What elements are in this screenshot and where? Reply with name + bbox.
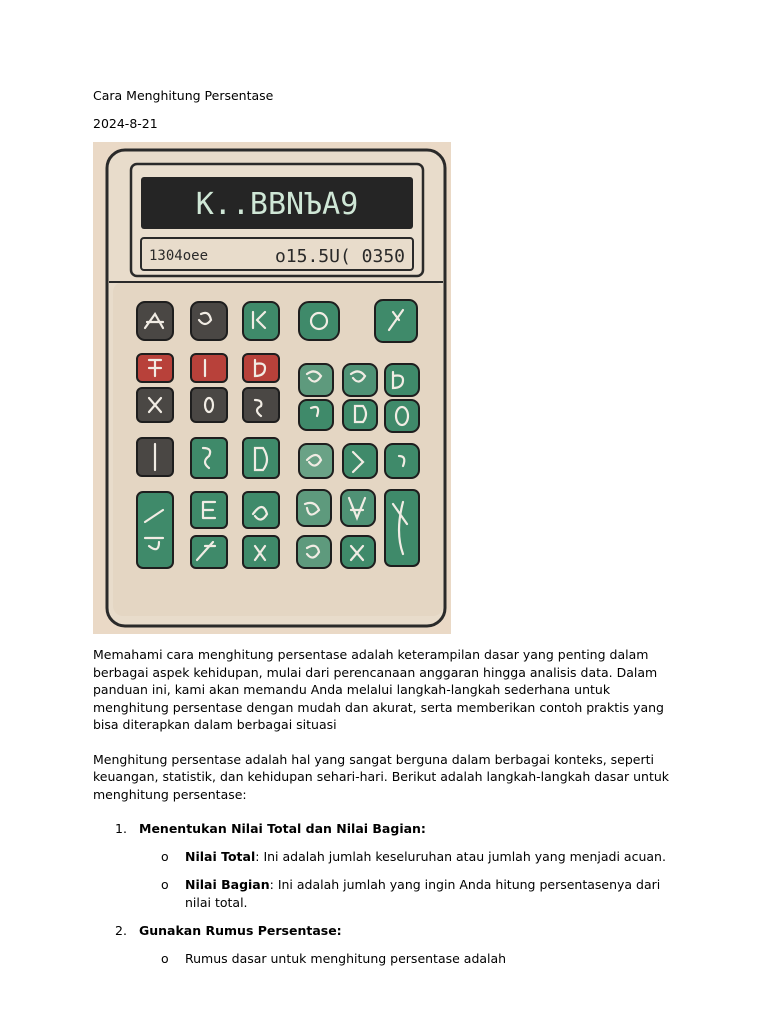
steps-list	[93, 820, 683, 968]
intro-paragraph: Memahami cara menghitung persentase adalah keterampilan dasar yang penting dalam berbagai aspek kehidupan, mulai dari perencanaan anggaran hingga analisis data. Dalam panduan ini, kami akan memandu Anda melalui langkah-langkah sederhana untuk menghitung persentase dengan mudah dan akurat, serta memberikan contoh praktis yang bisa diterapkan dalam berbagai situasi	[93, 647, 664, 732]
document-page	[93, 86, 683, 978]
calculator-illustration	[93, 142, 451, 634]
document-title: Cara Menghitung Persentase	[93, 88, 274, 103]
step-title: Gunakan Rumus Persentase:	[139, 923, 342, 938]
term-description: : Ini adalah jumlah yang ingin Anda hitung persentasenya dari nilai total.	[185, 877, 661, 910]
list-item	[139, 848, 683, 866]
document-date: 2024-8-21	[93, 116, 158, 131]
term-label: Nilai Total	[185, 849, 256, 864]
display-main-text: K..BBNЪA9	[195, 187, 359, 222]
sub-list	[139, 950, 683, 968]
step-title: Menentukan Nilai Total dan Nilai Bagian:	[139, 821, 426, 836]
second-paragraph: Menghitung persentase adalah hal yang sangat berguna dalam berbagai konteks, seperti keuangan, statistik, dan kehidupan sehari-hari. Berikut adalah langkah-langkah dasar untuk menghitung persentase:	[93, 751, 670, 802]
list-item	[139, 876, 683, 912]
bullet-marker: o	[161, 951, 169, 966]
step-item	[93, 922, 683, 968]
term-description: : Ini adalah jumlah keseluruhan atau jumlah yang menjadi acuan.	[255, 849, 666, 864]
display-left-text: 1304oee	[149, 248, 209, 264]
item-text: Rumus dasar untuk menghitung persentase adalah	[185, 951, 507, 966]
step-number: 1.	[115, 821, 127, 836]
list-item	[139, 950, 683, 968]
term-label: Nilai Bagian	[185, 877, 270, 892]
step-item	[93, 820, 683, 912]
display-right-text: o15.5U( 0350	[274, 246, 405, 267]
bullet-marker: o	[161, 849, 169, 864]
step-number: 2.	[115, 923, 127, 938]
bullet-marker: o	[161, 877, 169, 892]
sub-list	[139, 848, 683, 912]
